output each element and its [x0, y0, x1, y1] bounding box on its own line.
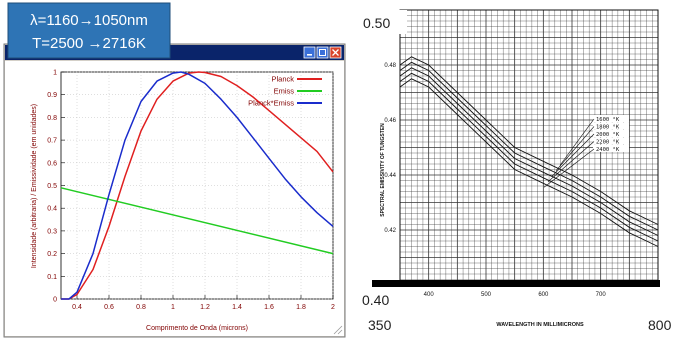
planck-y-tick-label: 0.5 [47, 183, 57, 190]
planck-y-tick-label: 0.6 [47, 160, 57, 168]
planck-y-tick-label: 0.7 [47, 137, 57, 145]
maximize-button[interactable] [317, 47, 328, 58]
planck-x-tick-label: 1.4 [232, 304, 242, 311]
tungsten-y-tick-label: 0.44 [384, 173, 396, 179]
planck-y-tick-label: 0.8 [47, 114, 57, 122]
planck-y-tick-label: 0 [53, 296, 57, 304]
planck-x-tick-label: 0.4 [72, 304, 82, 311]
tungsten-legend-label: 2000 °K [596, 132, 620, 138]
legend-label-emiss: Emiss [273, 86, 294, 96]
tungsten-y-axis-label: SPECTRAL EMISSIVITY OF TUNGSTEN [380, 123, 386, 217]
tungsten-x-axis-label: WAVELENGTH IN MILLIMICRONS [496, 322, 584, 328]
tungsten-legend-label: 1600 °K [596, 117, 620, 123]
svg-text:800: 800 [648, 317, 672, 333]
overlay-label-y-bottom [357, 288, 405, 310]
callout-line-temperature: T=2500 →2716K [32, 35, 146, 52]
planck-x-tick-label: 0.6 [104, 304, 114, 311]
planck-y-tick-label: 0.2 [47, 251, 57, 259]
planck-y-tick-label: 0.3 [47, 228, 57, 236]
tungsten-x-tick-label: 700 [595, 292, 606, 298]
callout-line-wavelength: λ=1160→1050nm [30, 12, 148, 29]
wavelength-temperature-callout [8, 3, 170, 58]
minimize-icon [307, 54, 312, 56]
tungsten-y-tick-label: 0.42 [384, 228, 396, 234]
tungsten-legend-label: 2200 °K [596, 139, 620, 146]
tungsten-y-tick-label: 0.46 [384, 118, 396, 124]
planck-y-tick-label: 1 [53, 69, 57, 77]
planck-y-tick-label: 0.1 [47, 273, 57, 281]
tungsten-legend-label: 2400 °K [596, 147, 620, 153]
tungsten-x-tick-label: 600 [538, 292, 549, 298]
planck-x-tick-label: 0.8 [136, 304, 146, 311]
planck-y-tick-label: 0.4 [47, 205, 57, 213]
planck-plot [31, 70, 335, 333]
svg-text:0.50: 0.50 [363, 15, 391, 31]
tungsten-x-axis-bar [372, 280, 660, 287]
overlay-label-y-top [357, 10, 407, 34]
planck-x-tick-label: 1 [171, 304, 175, 311]
planck-x-axis-label: Comprimento de Onda (microns) [146, 325, 248, 332]
tungsten-x-tick-label: 500 [480, 292, 492, 298]
tungsten-emissivity-plot [355, 3, 690, 336]
tungsten-legend-label: 1800 °K [596, 124, 620, 131]
svg-text:350: 350 [368, 317, 392, 333]
legend-label-planck-emiss: Planck*Emiss [248, 98, 294, 108]
planck-x-tick-label: 1.2 [200, 304, 210, 311]
planck-x-tick-label: 1.8 [296, 304, 306, 311]
planck-x-tick-label: 2 [331, 304, 335, 311]
close-button[interactable] [330, 47, 341, 58]
planck-x-tick-label: 1.6 [264, 304, 274, 311]
overlay-label-x-left [360, 312, 430, 336]
svg-text:0.40: 0.40 [362, 292, 390, 308]
minimize-button[interactable] [304, 47, 315, 58]
tungsten-y-tick-label: 0.48 [384, 63, 396, 69]
legend-label-planck: Planck [271, 74, 294, 84]
tungsten-x-tick-label: 400 [423, 292, 434, 298]
planck-y-tick-label: 0.9 [47, 92, 57, 100]
overlay-label-x-right [640, 312, 690, 336]
planck-y-axis-label: Intensidade (arbitraria) / Emissividade (em unidades) [31, 103, 38, 269]
